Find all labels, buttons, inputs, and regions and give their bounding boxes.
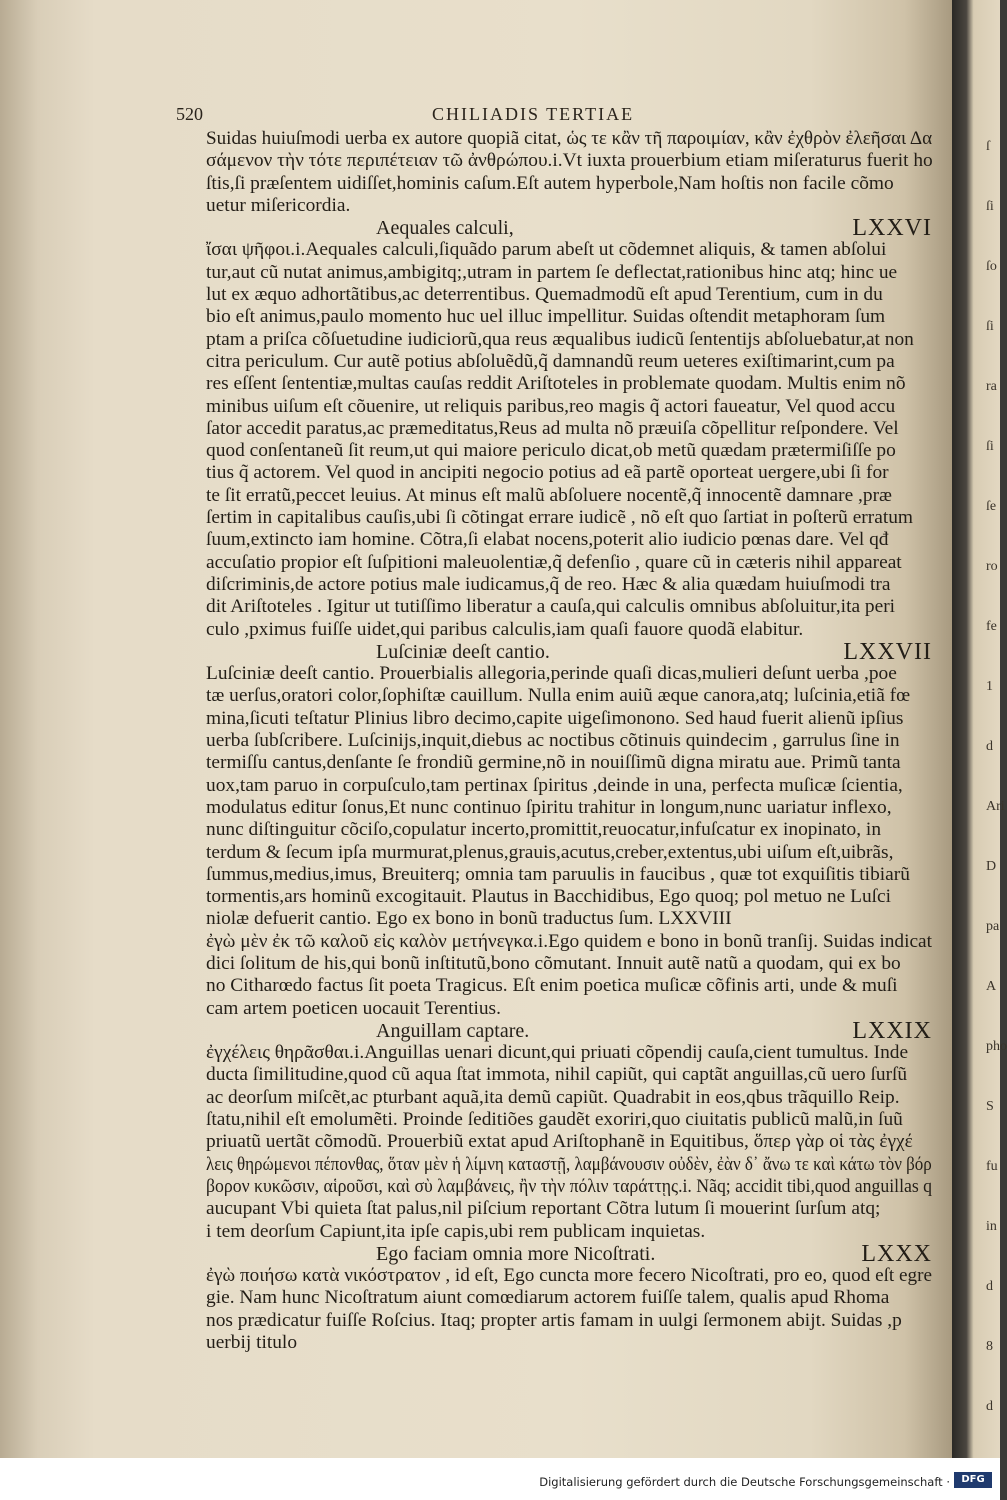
text-line: ἐγὼ ποιήσω κατὰ νικόστρατον , id eſt, Ego cuncta more fecero Nicoſtrati, pro eo, quod eſt egre (206, 1265, 933, 1287)
text-line: Luſciniæ deeſt cantio. Prouerbialis allegoria,perinde quaſi dicas,mulieri deſunt uerba ,poe (206, 663, 897, 685)
dfg-logo: DFG (954, 1472, 992, 1488)
text-line: i tem deorſum Capiunt,ita ipſe capis,ubi rem publicam inquietas. (206, 1220, 706, 1242)
gutter-fragment: Ari (986, 799, 1005, 814)
heading-number: LXXX (861, 1240, 932, 1267)
footer-credit: Digitalisierung gefördert durch die Deutsche Forschungsgemeinschaft · (539, 1475, 950, 1489)
text-line: lut ex æquo adhortãtibus,ac deterrentibus. Quemadmodũ eſt apud Terentium, cum in du (206, 284, 883, 306)
text-line: ptam a priſca cõſuetudine iudiciorũ,qua reus æqualibus iudicũ ſententijs abſoluebatur,at non (206, 328, 914, 350)
text-line: ſtatu,nihil eſt emolumẽti. Proinde ſeditiões gaudẽt exoriri,quo ciuitatis publicũ malũ,in ſuũ (206, 1109, 903, 1131)
gutter-fragment: pho (986, 1039, 1007, 1054)
body-text (206, 128, 932, 1354)
heading-title: Aequales calculi, (376, 217, 514, 240)
text-line: ac deorſum miſcẽt,ac pturbant aquã,ita demũ capiũt. Quadrabit in eos,qbus trãquillo Reip. (206, 1086, 900, 1108)
gutter-fragment: fe (986, 619, 997, 634)
text-line: tur,aut cũ nutat animus,ambigitq;,utram in partem ſe deflectat,rationibus hinc atq; hinc ue (206, 261, 898, 283)
text-line: uerbij titulo (206, 1332, 298, 1354)
text-line: uerba ſubſcribere. Luſcinijs,inquit,diebus ac noctibus cõtinuis quindecim , garrulus ſine in (206, 730, 900, 752)
text-line: gie. Nam hunc Nicoſtratum aiunt comœdiarum actorem fuiſſe talem, qualis apud Rhoma (206, 1287, 890, 1309)
running-head: CHILIADIS TERTIAE (432, 104, 635, 124)
gutter-fragment: ra (986, 379, 997, 394)
gutter-fragment: ſe (986, 499, 997, 514)
gutter-fragment: S (986, 1099, 994, 1114)
text-line: λεις θηρώμενοι πέπονθας, ὅταν μὲν ἡ λίμνη καταστῇ, λαμβάνουσιν οὐδὲν, ἐὰν δ᾽ ἄνω τε καὶ κάτω τὸν βόρ (206, 1153, 932, 1175)
text-line: ἐγὼ μὲν ἐκ τῶ καλοῦ εἰς καλὸν μετήνεγκα.i.Ego quidem e bono in bonũ tranſij. Suidas indicat (206, 930, 932, 952)
gutter-fragment: 1 (986, 679, 993, 694)
heading-number: LXXVI (852, 215, 932, 242)
text-line: uetur miſericordia. (206, 194, 351, 216)
chapter-heading (206, 1017, 932, 1044)
gutter-fragment: 8 (986, 1339, 993, 1354)
text-line: Suidas huiuſmodi uerba ex autore quopiã citat, ὡς τε κἂν τῆ παροιμίαν, κἂν ἐχθρὸν ἐλεῆσαι Δα (206, 128, 933, 149)
gutter-fragment: pa (986, 919, 1000, 934)
gutter-fragment: d (986, 1279, 993, 1294)
gutter-fragment: ro (986, 559, 998, 574)
chapter-heading (206, 638, 932, 665)
text-line: bio eſt animus,paulo momento huc uel illuc impellitur. Suidas oſtendit metaphoram ſum (206, 306, 886, 328)
text-line: ſator accedit paratus,ac præmeditatus,Reus ad multa nõ præuiſa cõpellitur reſpondere. Vel (206, 417, 899, 439)
text-line: res eſſent ſententiæ,multas cauſas reddit Ariſtoteles in problemate quodam. Multis enim nõ (206, 373, 906, 395)
heading-title: Luſciniæ deeſt cantio. (376, 640, 550, 663)
text-line: βορον κυκῶσιν, αἱροῦσι, καὶ σὺ λαμβάνεις, ἢν τὴν πόλιν ταράττῃς.i. Nãq; accidit tibi,quod anguillas q (206, 1175, 933, 1197)
text-line: ſertim in capitalibus cauſis,ubi ſi cõtingat errare iudicẽ , nõ eſt quo ſartiat in poſterũ erratum (206, 507, 913, 529)
facing-page-edge (952, 0, 1007, 1458)
text-line: tius q̃ actorem. Vel quod in ancipiti negocio potius ad eã partẽ oporteat uergere,ubi ſi for (206, 462, 889, 484)
heading-number: LXXVII (843, 638, 932, 665)
text-line: nunc diſtinguitur cõciſo,copulatur incerto,promittit,reuocatur,infuſcatur ex inopinato, in (206, 819, 882, 841)
text-line: tormentis,ars hominũ excogitauit. Plautus in Bacchidibus, Ego quoq; pol metuo ne Luſci (206, 886, 892, 908)
text-line: ſuum,extincto iam homine. Cõtra,ſi elabat nocens,poterit alio iudicio pœnas dare. Vel qđ (206, 529, 889, 551)
text-line: te ſit erratũ,peccet leuius. At minus eſt malũ abſoluere nocentẽ,q̃ innocentẽ damnare ,præ (206, 484, 892, 506)
text-line: termiſſu cantus,denſante ſe frondiũ germine,nõ in nouiſſimũ digna miratu aue. Primũ tanta (206, 752, 901, 774)
text-line: ἐγχέλεις θηρᾶσθαι.i.Anguillas uenari dicunt,qui priuati cõpendij cauſa,cient tumultus. Inde (206, 1042, 909, 1064)
gutter-fragment: ſo (986, 259, 997, 274)
text-line: cam artem poeticen uocauit Terentius. (206, 997, 501, 1019)
text-line: dit Ariſtoteles . Igitur ut tutiſſimo liberatur a cauſa,qui calculis omnibus abſoluitur,ita peri (206, 596, 896, 618)
gutter-fragment: in (986, 1219, 997, 1234)
gutter-fragment: ſ (986, 139, 990, 154)
text-line: tæ uerſus,oratori color,ſophiſtæ cauillum. Nulla enim auiũ æque canora,atq; luſcinia,etiã fœ (206, 685, 911, 707)
chapter-heading (206, 215, 932, 242)
text-line: dici ſolitum de his,qui bonũ inſtitutũ,bono cõmutant. Innuit autẽ natũ a quodam, qui ex bo (206, 952, 901, 974)
text-line: ſummus,medius,imus, Breuiterq; omnia tam paruulis in faucibus , quæ tot exquiſitis tibiarũ (206, 863, 910, 885)
text-line: diſcriminis,de actore potius male iudicamus,q̃ de reo. Hæc & alia quædam huiuſmodi tra (206, 573, 891, 595)
text-line: terdum & ſecum ipſa murmurat,plenus,grauis,acutus,creber,extentus,ubi uiſum eſt,uibrãs, (206, 841, 894, 863)
text-line: ſtis,ſi præſentem uidiſſet,hominis caſum.Eſt autem hyperbole,Nam hoſtis non facile cõmo (206, 172, 894, 194)
gutter-fragment: d (986, 1399, 993, 1414)
gutter-fragment: ſi (986, 439, 994, 454)
gutter-fragment: d (986, 739, 993, 754)
gutter-fragment: fu (986, 1159, 998, 1174)
gutter-fragment: ſi (986, 319, 994, 334)
gutter-fragment: ſi (986, 199, 994, 214)
text-line: aucupant Vbi quieta ſtat palus,nil piſcium reportant Cõtra lutum ſi mouerint ſurſum atq; (206, 1198, 881, 1220)
text-line: citra periculum. Cur autẽ potius abſoluẽdũ,q̃ damnandũ reum ueteres exiſtimarint,cum pa (206, 350, 895, 372)
footer-bar (0, 1458, 1000, 1500)
heading-number: LXXIX (852, 1017, 932, 1044)
text-line: no Citharœdo factus ſit poeta Tragicus. Eſt enim poetica muſicæ cõfinis arti, unde & muſi (206, 975, 898, 997)
text-line: accuſatio propior eſt ſuſpitioni maleuolentiæ,q̃ defenſio , quare cũ in cæteris nihil appareat (206, 551, 902, 573)
text-line: culo ,pximus fuiſſe uidet,qui paribus calculis,iam quaſi fauore quodã elabitur. (206, 618, 804, 640)
gutter-fragment: A (986, 979, 997, 994)
text-line: quod conſentaneũ ſit reum,ut qui maiore periculo dicat,ob metũ quædam prætermiſiſſe po (206, 440, 896, 462)
text-line: priuatũ uertãt cõmodũ. Prouerbiũ extat apud Ariſtophanẽ in Equitibus, ὅπερ γὰρ οἱ τὰς ἐγχέ (206, 1131, 913, 1153)
text-line: niolæ defuerit cantio. Ego ex bono in bonũ traductus ſum. LXXVIII (206, 908, 732, 930)
text-line: ἴσαι ψῆφοι.i.Aequales calculi,ſiquãdo parum abeſt ut cõdemnet aliquis, & tamen abſolui (206, 239, 887, 261)
heading-title: Anguillam captare. (376, 1019, 530, 1042)
text-line: σάμενον τὴν τότε περιπέτειαν τῶ ἀνθρώπου.i.Vt iuxta prouerbium etiam miſeraturus fuerit ho (206, 150, 933, 172)
text-line: minibus uiſum eſt cõuenire, ut reliquis paribus,reo magis q̃ actori faueatur, Vel quod accu (206, 395, 896, 417)
text-line: uox,tam paruo in corpuſculo,tam pertinax ſpiritus ,deinde in una, perfecta muſicæ ſcientia, (206, 774, 903, 796)
heading-title: Ego faciam omnia more Nicoſtrati. (376, 1242, 656, 1265)
text-line: nos prædicatur fuiſſe Roſcius. Itaq; propter artis famam in uulgi ſermonem abijt. Suidas ,p (206, 1309, 902, 1331)
text-line: modulatus editur ſonus,Et nunc continuo ſpiritu trahitur in longum,nunc uariatur inflexo, (206, 796, 892, 818)
page-number: 520 (176, 104, 203, 124)
chapter-heading (206, 1240, 932, 1267)
page-header (176, 104, 926, 130)
text-line: ducta ſimilitudine,quod cũ aqua ſtat immota, nihil capiũt, qui captãt anguillas,cũ uero ſurſũ (206, 1064, 908, 1086)
text-line: mina,ſicuti teſtatur Plinius libro decimo,capite uigeſimonono. Sed haud fuerit alienũ ipſius (206, 707, 904, 729)
gutter-fragment: D (986, 859, 997, 874)
